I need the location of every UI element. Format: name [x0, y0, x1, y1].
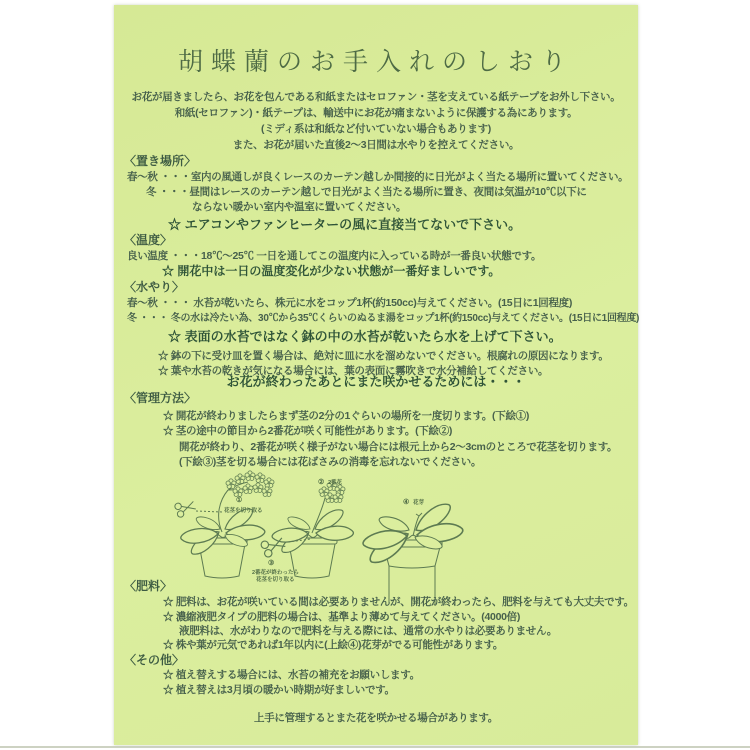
section-heading-placement: 〈置き場所〉: [124, 154, 197, 168]
figure-3-caption-line1: 2番花が終わったら: [252, 570, 300, 576]
figure-3-caption-line2: 花茎を切り取る: [256, 577, 295, 583]
intro-line: (ミディ系は和紙など付いていない場合もあります): [261, 123, 491, 135]
placement-line: 春〜秋 ・・・室内の風通しが良くレースのカーテン越しか間接的に日光がよく当たる場所に置いてください。: [127, 171, 629, 183]
fertilizer-line: ☆ 濃縮液肥タイプの肥料の場合は、基準より薄めて与えてください。(4000倍): [163, 611, 521, 623]
orchid-care-illustrations: [160, 466, 480, 606]
figure-4-flower-bud: [363, 501, 463, 604]
watering-note: ☆ 鉢の下に受け皿を置く場合は、絶対に皿に水を溜めないでください。根腐れの原因になります。: [158, 350, 609, 362]
intro-line: お花が届きましたら、お花を包んである和紙またはセロファン・茎を支えている紙テープをお外し下さい。: [131, 91, 621, 103]
others-line: ☆ 植え替えする場合には、水苔の補充をお願いします。: [163, 669, 420, 681]
watering-line: 冬 ・・・ 冬の水は冷たい為、30℃から35℃くらいのぬるま湯をコップ1杯(約150cc)与えてください。(15日に1回程度): [127, 313, 640, 324]
management-line: ☆ 茎の途中の節目から2番花が咲く可能性があります。(下絵②): [163, 425, 453, 437]
temperature-note: ☆ 開花中は一日の温度変化が少ない状態が一番好ましいです。: [162, 264, 501, 278]
management-line: 開花が終わり、2番花が咲く様子がない場合には根元上から2〜3cmのところで花茎を切ります。: [179, 441, 618, 453]
figure-2-caption: 2番花: [328, 480, 343, 486]
watering-line: 春〜秋 ・・・ 水苔が乾いたら、株元に水をコップ1杯(約150cc)与えてください。(15日に1回程度): [127, 297, 573, 309]
page-title: 胡蝶蘭のお手入れのしおり: [177, 49, 574, 76]
fertilizer-line: ☆ 株や葉が元気であれば1年以内に(上絵④)花芽がでる可能性があります。: [163, 639, 504, 651]
management-line: (下絵③)茎を切る場合には花ばさみの消毒を忘れないでください。: [179, 456, 482, 468]
placement-warning: ☆ エアコンやファンヒーターの風に直接当てないで下さい。: [168, 217, 522, 232]
intro-line: 和紙(セロファン)・紙テープは、輸送中にお花が痛まないように保護する為にあります。: [174, 107, 578, 119]
figure-2-number: ②: [318, 479, 325, 486]
placement-line: 冬 ・・・昼間はレースのカーテン越しで日光がよく当たる場所に置き、夜間は気温が10℃以下に: [146, 186, 587, 198]
temperature-line: 良い温度 ・・・18℃〜25℃ 一日を通してこの温度内に入っている時が一番良い状態です。: [127, 250, 542, 262]
figure-1-number: ①: [236, 497, 243, 504]
figure-1-caption: 花茎を切り取る: [224, 508, 263, 514]
section-heading-watering: 〈水やり〉: [124, 280, 185, 294]
section-heading-fertilizer: 〈肥料〉: [124, 579, 173, 593]
watering-warning: ☆ 表面の水苔ではなく鉢の中の水苔が乾いたら水を上げて下さい。: [168, 329, 562, 344]
watering-note: ☆ 葉や水苔の乾きが気になる場合には、葉の表面に霧吹きで水分補給してください。: [158, 365, 549, 377]
section-heading-temperature: 〈温度〉: [124, 233, 173, 247]
management-line: ☆ 開花が終わりましたらまず茎の2分の1ぐらいの場所を一度切ります。(下絵①): [163, 410, 530, 422]
section-heading-management: 〈管理方法〉: [124, 391, 197, 405]
figure-4-number: ④: [403, 499, 410, 506]
placement-line: ならない暖かい室内や温室に置いてください。: [192, 201, 407, 213]
fertilizer-line: 液肥料は、水がわりなので肥料を与える際には、通常の水やりは必要ありません。: [179, 625, 558, 637]
footer-note: 上手に管理するとまた花を咲かせる場合があります。: [254, 712, 498, 724]
figure-1-cut-stem: [174, 471, 274, 578]
figure-4-caption: 花芽: [413, 500, 425, 506]
fertilizer-line: ☆ 肥料は、お花が咲いている間は必要ありませんが、開花が終わったら、肥料を与えても大丈夫です。: [163, 596, 634, 608]
rebloom-banner: お花が終わったあとにまた咲かせるためには・・・: [226, 374, 526, 389]
scan-edge-line: [0, 746, 750, 748]
figure-3-number: ③: [268, 560, 275, 567]
others-line: ☆ 植え替えは3月頃の暖かい時期が好ましいです。: [163, 684, 395, 696]
section-heading-others: 〈その他〉: [124, 653, 185, 667]
intro-line: また、お花が届いた直後2〜3日間は水やりを控えてください。: [232, 139, 520, 151]
